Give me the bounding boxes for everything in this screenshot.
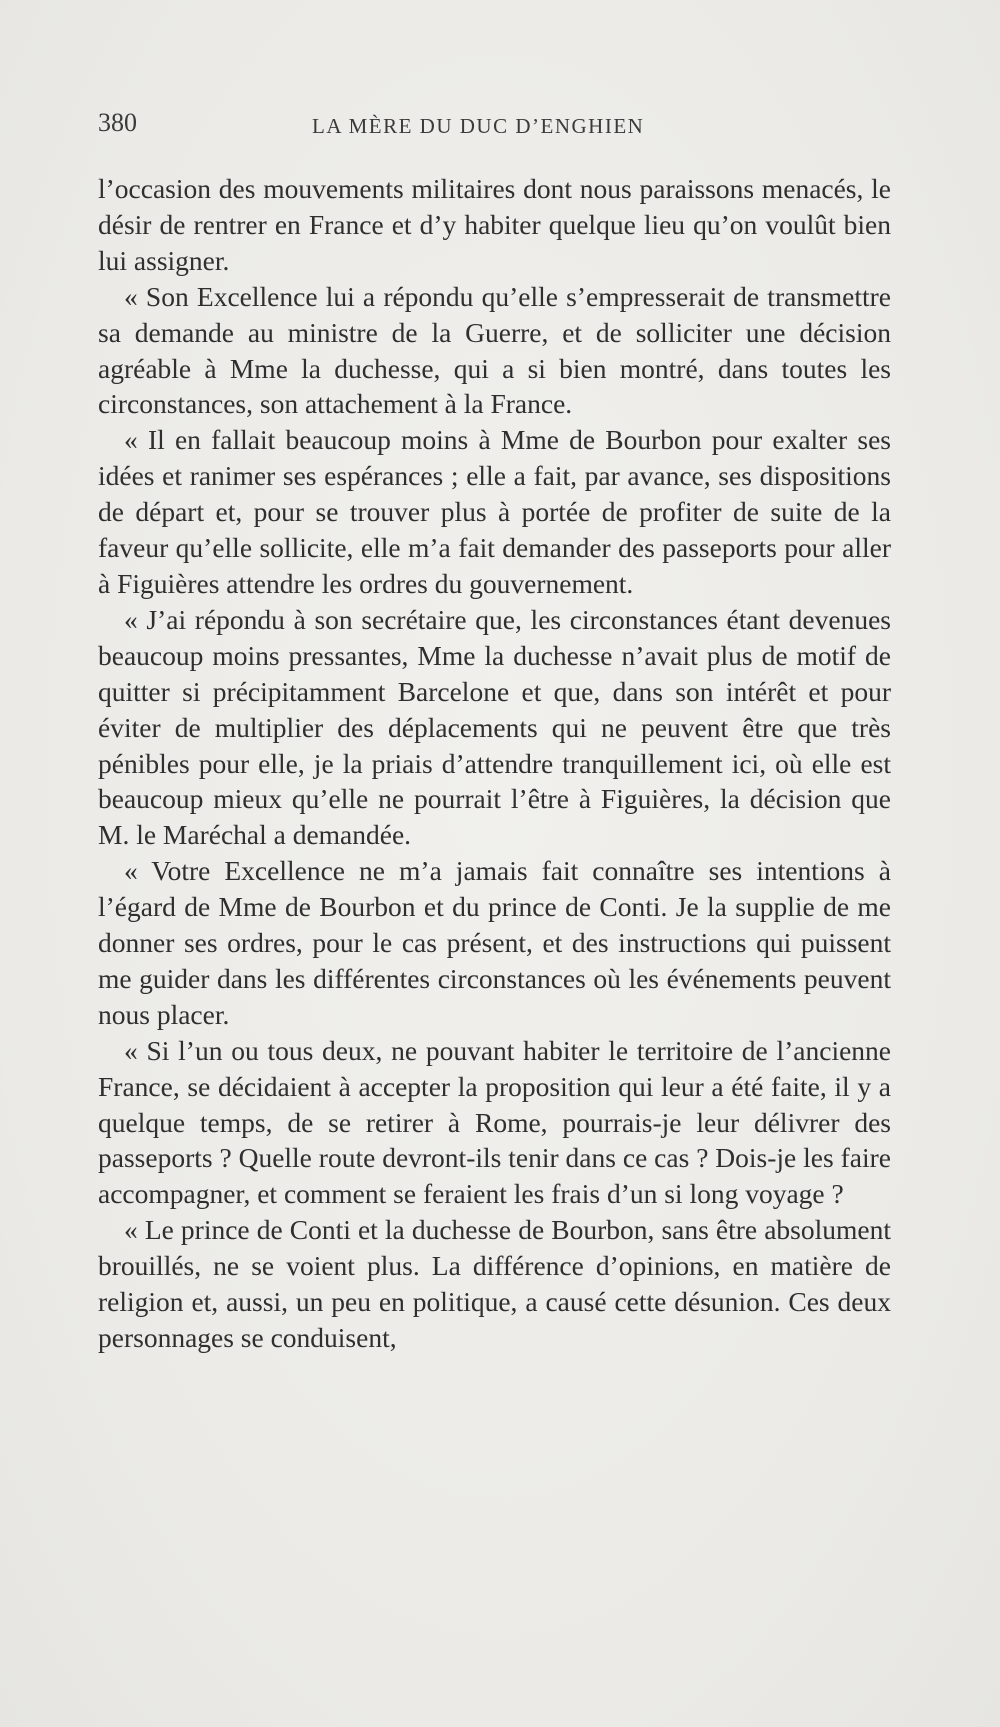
- paragraph: « Votre Excellence ne m’a jamais fait connaître ses intentions à l’égard de Mme de Bourbon et du prince de Conti. Je la supplie de me donner ses ordres, pour le cas présent, et des instructions qui puissent me guider dans les différentes circonstances où les événements peuvent nous placer.: [98, 855, 891, 1030]
- page-header: [98, 108, 891, 148]
- page-number: 380: [98, 108, 137, 137]
- body-text: [98, 171, 891, 1356]
- running-title: LA MÈRE DU DUC D’ENGHIEN: [312, 114, 645, 138]
- paragraph: « Si l’un ou tous deux, ne pouvant habiter le territoire de l’ancienne France, se décidaient à accepter la proposition qui leur a été faite, il y a quelque temps, de se retirer à Rome, pourrais-je leur délivrer des passeports ? Quelle route devront-ils tenir dans ce cas ? Dois-je les faire accompagner, et comment se feraient les frais d’un si long voyage ?: [98, 1034, 891, 1210]
- paragraph: « J’ai répondu à son secrétaire que, les circonstances étant devenues beaucoup moins pressantes, Mme la duchesse n’avait plus de motif de quitter si précipitamment Barcelone et que, dans son intérêt et pour éviter de multiplier des déplacements qui ne peuvent être que très pénibles pour elle, je la priais d’attendre tranquillement ici, où elle est beaucoup mieux qu’elle ne pourrait l’être à Figuières, la décision que M. le Maréchal a demandée.: [98, 603, 891, 851]
- paragraph: « Le prince de Conti et la duchesse de Bourbon, sans être absolument brouillés, ne se voient plus. La différence d’opinions, en matière de religion et, aussi, un peu en politique, a causé cette désunion. Ces deux personnages se conduisent,: [98, 1214, 891, 1353]
- paragraph: « Son Excellence lui a répondu qu’elle s’empresserait de transmettre sa demande au ministre de la Guerre, et de solliciter une décision agréable à Mme la duchesse, qui a si bien montré, dans toutes les circonstances, son attachement à la France.: [98, 280, 891, 420]
- paragraph-continuation: l’occasion des mouvements militaires dont nous paraissons menacés, le désir de rentrer en France et d’y habiter quelque lieu qu’on voulût bien lui assigner.: [98, 173, 891, 276]
- paragraph: « Il en fallait beaucoup moins à Mme de Bourbon pour exalter ses idées et ranimer ses espérances ; elle a fait, par avance, ses dispositions de départ et, pour se trouver plus à portée de profiter de suite de la faveur qu’elle sollicite, elle m’a fait demander des passeports pour aller à Figuières attendre les ordres du gouvernement.: [98, 424, 891, 599]
